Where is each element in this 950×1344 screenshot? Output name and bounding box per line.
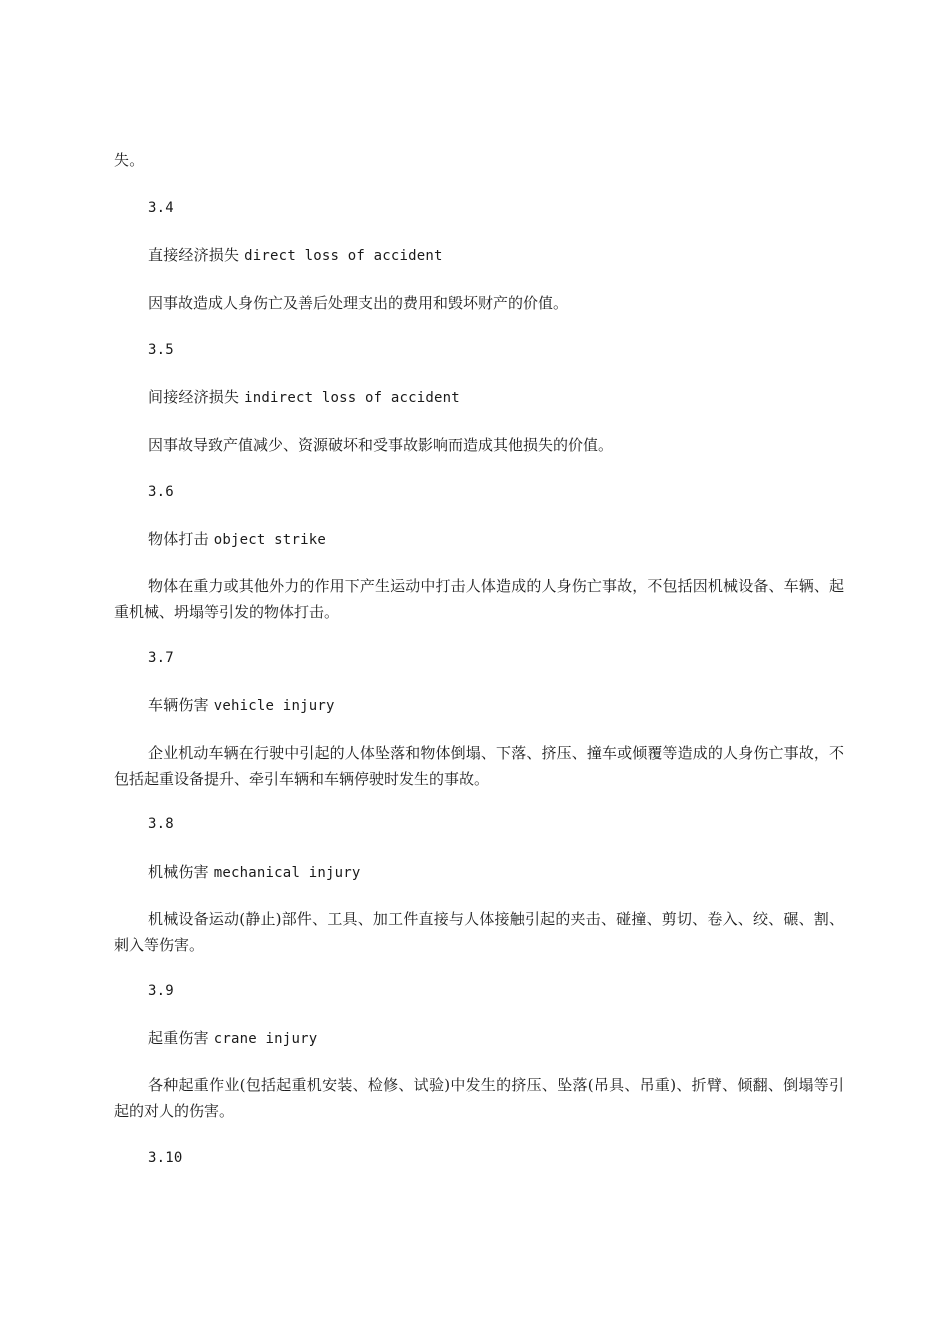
term-cn: 起重伤害: [148, 1029, 209, 1047]
section-number-3-8: 3.8: [148, 816, 174, 832]
term-3-7: [148, 695, 335, 716]
definition-3-6: 物体在重力或其他外力的作用下产生运动中打击人体造成的人身伤亡事故，不包括因机械设备、车辆、起重机械、坍塌等引发的物体打击。: [114, 577, 844, 621]
term-en: direct loss of accident: [244, 248, 443, 264]
section-number-3-9: 3.9: [148, 983, 174, 999]
continued-text: 失。: [114, 151, 145, 169]
section-number-3-7: 3.7: [148, 650, 174, 666]
section-number-3-6: 3.6: [148, 484, 174, 500]
term-cn: 间接经济损失: [148, 388, 240, 406]
definition-3-4: 因事故造成人身伤亡及善后处理支出的费用和毁坏财产的价值。: [148, 294, 569, 312]
term-cn: 机械伤害: [148, 863, 209, 881]
section-number-3-4: 3.4: [148, 200, 174, 216]
term-cn: 车辆伤害: [148, 696, 209, 714]
definition-3-8: 机械设备运动(静止)部件、工具、加工件直接与人体接触引起的夹击、碰撞、剪切、卷入、绞、碾、割、刺入等伤害。: [114, 910, 844, 954]
term-3-9: [148, 1028, 317, 1049]
definition-3-9: 各种起重作业(包括起重机安装、检修、试验)中发生的挤压、坠落(吊具、吊重)、折臂、倾翻、倒塌等引起的对人的伤害。: [114, 1076, 844, 1120]
term-en: indirect loss of accident: [244, 390, 460, 406]
term-3-5: [148, 387, 460, 408]
term-3-8: [148, 862, 360, 883]
term-3-4: [148, 245, 443, 266]
term-cn: 物体打击: [148, 530, 209, 548]
term-en: vehicle injury: [213, 698, 335, 714]
term-en: mechanical injury: [213, 865, 361, 881]
section-number-3-5: 3.5: [148, 342, 174, 358]
term-en: object strike: [213, 532, 326, 548]
term-cn: 直接经济损失: [148, 246, 240, 264]
term-3-6: [148, 529, 326, 550]
definition-3-7: 企业机动车辆在行驶中引起的人体坠落和物体倒塌、下落、挤压、撞车或倾覆等造成的人身伤亡事故，不包括起重设备提升、牵引车辆和车辆停驶时发生的事故。: [114, 744, 844, 788]
definition-3-5: 因事故导致产值减少、资源破坏和受事故影响而造成其他损失的价值。: [148, 436, 614, 454]
section-number-3-10: 3.10: [148, 1150, 183, 1166]
term-en: crane injury: [213, 1031, 318, 1047]
